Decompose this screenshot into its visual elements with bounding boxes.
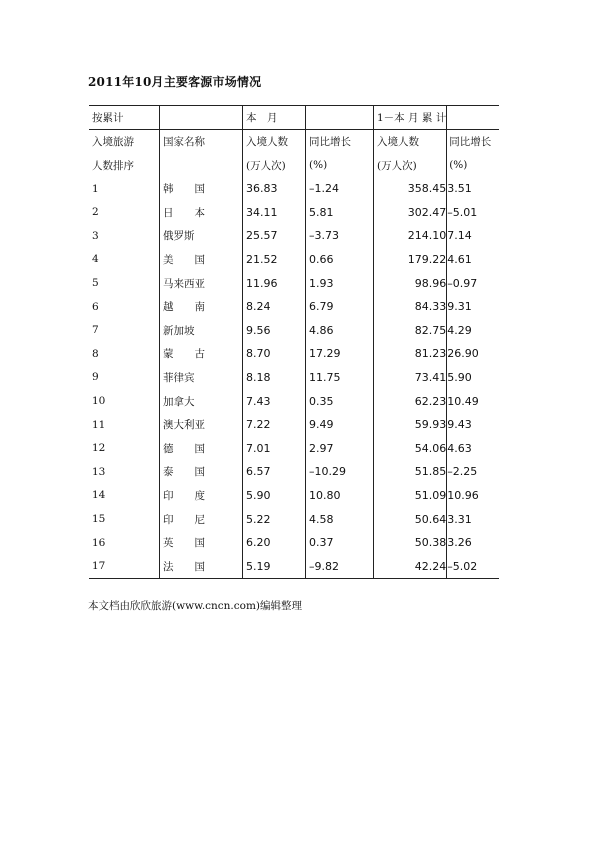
cumulative-growth-cell: 4.61 [447,248,500,272]
rank-cell: 12 [92,442,106,455]
rank-cell: 17 [89,554,160,578]
rank-header-line2: 入境旅游 [92,136,134,149]
cumulative-visitors-cell: 82.75 [374,318,447,342]
table-row [89,389,499,413]
cumulative-growth-unit: (%) [447,154,500,177]
month-visitors-cell: 7.43 [243,389,306,413]
table-row [89,507,499,531]
cumulative-visitors-cell: 50.38 [374,531,447,555]
rank-cell: 13 [92,465,106,478]
month-growth-cell: 0.37 [306,531,374,555]
country-name-cell: 英 国 [160,531,243,555]
table-row [89,224,499,248]
table-row [89,271,499,295]
cumulative-visitors-cell: 59.93 [374,413,447,437]
month-visitors-cell: 7.22 [243,413,306,437]
rank-cell: 1 [92,182,99,195]
cumulative-growth-cell: –2.25 [447,460,500,484]
cumulative-growth-cell: 7.14 [447,224,500,248]
cumulative-visitors-cell: 51.09 [374,484,447,508]
month-visitors-cell: 7.01 [243,436,306,460]
country-name-cell: 法 国 [160,554,243,578]
rank-cell: 2 [92,206,99,219]
month-visitors-unit: (万人次) [243,154,306,177]
header-row-3 [89,154,499,177]
cumulative-group-header-cont [447,106,500,130]
month-visitors-header: 入境人数 [243,130,306,154]
cumulative-visitors-cell: 98.96 [374,271,447,295]
rank-header-line3: 人数排序 [92,159,134,172]
cumulative-visitors-cell: 54.06 [374,436,447,460]
month-visitors-cell: 5.19 [243,554,306,578]
month-visitors-cell: 11.96 [243,271,306,295]
country-name-cell: 蒙 古 [160,342,243,366]
month-visitors-cell: 8.70 [243,342,306,366]
rank-cell: 6 [92,300,99,313]
month-growth-cell: –9.82 [306,554,374,578]
country-name-cell: 泰 国 [160,460,243,484]
cumulative-growth-cell: 9.43 [447,413,500,437]
tourism-table [89,105,499,579]
cumulative-visitors-cell: 358.45 [374,177,447,201]
month-growth-cell: 17.29 [306,342,374,366]
footer-note: 本文档由欣欣旅游(www.cncn.com)编辑整理 [88,600,303,612]
country-name-cell: 美 国 [160,248,243,272]
month-growth-cell: –3.73 [306,224,374,248]
table-row [89,484,499,508]
cumulative-growth-cell: –5.02 [447,554,500,578]
country-name-cell: 印 尼 [160,507,243,531]
month-growth-cell: 5.81 [306,200,374,224]
cumulative-visitors-header: 入境人数 [374,130,447,154]
page-title: 2011年10月主要客源市场情况 [88,75,262,89]
month-growth-cell: 6.79 [306,295,374,319]
country-name-cell: 马来西亚 [160,271,243,295]
cumulative-visitors-cell: 214.10 [374,224,447,248]
country-name-cell: 越 南 [160,295,243,319]
month-visitors-cell: 6.20 [243,531,306,555]
country-name-cell: 韩 国 [160,177,243,201]
month-growth-cell: 0.66 [306,248,374,272]
rank-header-line1: 按累计 [89,106,160,130]
table-row [89,413,499,437]
rank-cell: 9 [92,371,99,384]
cumulative-growth-cell: 9.31 [447,295,500,319]
table-row [89,531,499,555]
cumulative-growth-cell: 26.90 [447,342,500,366]
rank-cell: 14 [92,489,106,502]
table-row [89,460,499,484]
cumulative-visitors-cell: 51.85 [374,460,447,484]
cumulative-visitors-cell: 73.41 [374,366,447,390]
month-visitors-cell: 9.56 [243,318,306,342]
cumulative-visitors-cell: 81.23 [374,342,447,366]
country-name-header: 国家名称 [160,130,243,154]
cumulative-growth-cell: –5.01 [447,200,500,224]
table-row [89,248,499,272]
country-name-cell: 菲律宾 [160,366,243,390]
month-visitors-cell: 36.83 [243,177,306,201]
month-visitors-cell: 5.90 [243,484,306,508]
month-growth-cell: –1.24 [306,177,374,201]
cumulative-visitors-unit: (万人次) [374,154,447,177]
rank-cell: 10 [92,395,106,408]
cumulative-growth-cell: 10.49 [447,389,500,413]
country-name-cell: 新加坡 [160,318,243,342]
month-visitors-cell: 5.22 [243,507,306,531]
rank-cell: 5 [92,277,99,290]
cumulative-growth-cell: 10.96 [447,484,500,508]
month-visitors-cell: 8.24 [243,295,306,319]
country-name-cell: 澳大利亚 [160,413,243,437]
rank-cell: 11 [92,418,106,431]
country-name-cell: 德 国 [160,436,243,460]
cumulative-growth-cell: –0.97 [447,271,500,295]
cumulative-visitors-cell: 179.22 [374,248,447,272]
month-growth-cell: 9.49 [306,413,374,437]
country-name-cell: 日 本 [160,200,243,224]
rank-cell: 16 [92,536,106,549]
table-row [89,436,499,460]
table-row [89,177,499,201]
table-row [89,554,499,578]
cumulative-group-header: 1－本 月 累 计 [374,106,447,130]
month-growth-unit: (%) [306,154,374,177]
rank-cell: 7 [92,324,99,337]
table-row [89,295,499,319]
cumulative-visitors-cell: 62.23 [374,389,447,413]
name-header-blank [160,106,243,130]
month-growth-cell: 4.58 [306,507,374,531]
cumulative-visitors-cell: 42.24 [374,554,447,578]
rank-cell: 15 [92,513,106,525]
table-row [89,318,499,342]
month-growth-cell: 1.93 [306,271,374,295]
country-name-cell: 印 度 [160,484,243,508]
header-row-1 [89,106,499,130]
month-growth-cell: 11.75 [306,366,374,390]
month-group-header: 本 月 [243,106,306,130]
rank-cell: 4 [92,253,99,266]
cumulative-growth-cell: 3.26 [447,531,500,555]
month-visitors-cell: 21.52 [243,248,306,272]
month-visitors-cell: 6.57 [243,460,306,484]
name-header-blank-2 [160,154,243,177]
rank-cell: 8 [92,347,99,360]
month-growth-cell: 4.86 [306,318,374,342]
month-visitors-cell: 8.18 [243,366,306,390]
cumulative-visitors-cell: 302.47 [374,200,447,224]
cumulative-growth-cell: 5.90 [447,366,500,390]
header-row-2 [89,130,499,154]
month-growth-cell: 2.97 [306,436,374,460]
month-growth-cell: 10.80 [306,484,374,508]
cumulative-growth-cell: 4.63 [447,436,500,460]
month-growth-cell: 0.35 [306,389,374,413]
table-row [89,342,499,366]
month-visitors-cell: 34.11 [243,200,306,224]
month-group-header-cont [306,106,374,130]
month-growth-cell: –10.29 [306,460,374,484]
cumulative-growth-header: 同比增长 [447,130,500,154]
country-name-cell: 俄罗斯 [160,224,243,248]
cumulative-visitors-cell: 84.33 [374,295,447,319]
cumulative-visitors-cell: 50.64 [374,507,447,531]
table-row [89,366,499,390]
month-growth-header: 同比增长 [306,130,374,154]
rank-cell: 3 [92,229,99,242]
country-name-cell: 加拿大 [160,389,243,413]
cumulative-growth-cell: 3.51 [447,177,500,201]
cumulative-growth-cell: 3.31 [447,507,500,531]
month-visitors-cell: 25.57 [243,224,306,248]
table-row [89,200,499,224]
cumulative-growth-cell: 4.29 [447,318,500,342]
